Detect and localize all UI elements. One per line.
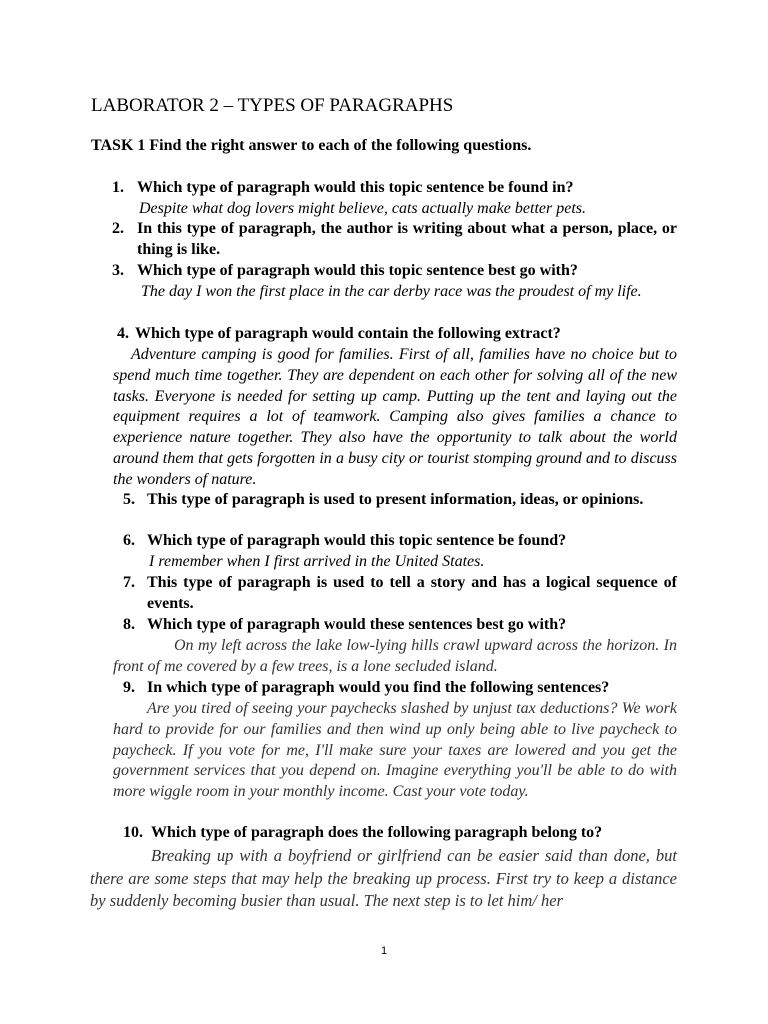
question-7 xyxy=(123,573,677,615)
question-text: Which type of paragraph would these sentences best go with? xyxy=(147,616,567,633)
question-number: 3. xyxy=(112,262,124,279)
question-3 xyxy=(112,261,677,282)
example-text: Are you tired of seeing your paychecks slashed by unjust tax deductions? We work hard to provide for our families and then wind up only being able to live paycheck to paycheck. If you vote for me, I'll make sure your taxes are lowered and you get the government services that you depend on. Imagine everything you'll be able to do with more wiggle room in your monthly income. Cast your vote today. xyxy=(113,700,677,801)
question-text: Which type of paragraph would this topic sentence be found? xyxy=(147,532,567,549)
question-text: In this type of paragraph, the author is writing about what a person, place, or thing is like. xyxy=(137,220,677,258)
question-number: 4. xyxy=(117,325,129,342)
question-text: In which type of paragraph would you find the following sentences? xyxy=(147,679,610,696)
question-text: Which type of paragraph would this topic sentence be found in? xyxy=(137,179,574,196)
task-heading: TASK 1 Find the right answer to each of the following questions. xyxy=(91,137,532,154)
question-number: 9. xyxy=(123,679,135,696)
document-title: LABORATOR 2 – TYPES OF PARAGRAPHS xyxy=(91,95,454,116)
question-10 xyxy=(123,823,677,844)
example-text: On my left across the lake low-lying hills crawl upward across the horizon. In front of me covered by a few trees, is a lone secluded island. xyxy=(113,637,677,675)
example-text: The day I won the first place in the car derby race was the proudest of my life. xyxy=(141,283,642,300)
question-9 xyxy=(123,678,677,699)
question-8 xyxy=(123,615,677,636)
example-text: Despite what dog lovers might believe, cats actually make better pets. xyxy=(139,200,586,217)
question-1 xyxy=(112,178,677,199)
question-9-example xyxy=(113,699,677,803)
question-number: 1. xyxy=(112,179,124,196)
question-6-example xyxy=(149,552,677,573)
question-number: 7. xyxy=(123,574,135,591)
example-text: I remember when I first arrived in the United States. xyxy=(149,553,485,570)
question-number: 5. xyxy=(123,491,135,508)
question-number: 10. xyxy=(123,824,143,841)
question-text: Which type of paragraph would this topic sentence best go with? xyxy=(137,262,578,279)
question-2 xyxy=(112,219,677,261)
question-8-example xyxy=(113,636,677,678)
page-number: 1 xyxy=(380,945,388,957)
question-text: Which type of paragraph does the following paragraph belong to? xyxy=(151,824,603,841)
question-3-example xyxy=(113,282,677,303)
question-10-example xyxy=(90,845,677,913)
question-text: Which type of paragraph would contain the following extract? xyxy=(135,325,561,342)
example-text: Breaking up with a boyfriend or girlfriend can be easier said than done, but there are some steps that may help the breaking up process. First try to keep a distance by suddenly becoming busier than usual. The next step is to let him/ her xyxy=(90,846,677,910)
question-number: 8. xyxy=(123,616,135,633)
question-text: This type of paragraph is used to present information, ideas, or opinions. xyxy=(147,491,644,508)
question-number: 2. xyxy=(112,220,124,237)
question-5 xyxy=(123,490,677,511)
question-1-example xyxy=(139,199,677,220)
question-4 xyxy=(117,324,677,345)
example-text: Adventure camping is good for families. First of all, families have no choice but to spend much time together. They are dependent on each other for solving all of the new tasks. Everyone is needed for setting up camp. Putting up the tent and laying out the equipment requires a lot of teamwork. Camping also gives families a chance to experience nature together. They also have the opportunity to talk about the world around them that gets forgotten in a busy city or tourist stomping ground and to discuss the wonders of nature. xyxy=(113,346,677,488)
question-number: 6. xyxy=(123,532,135,549)
question-4-example xyxy=(113,345,677,491)
question-6 xyxy=(123,531,677,552)
question-text: This type of paragraph is used to tell a story and has a logical sequence of events. xyxy=(147,574,677,612)
